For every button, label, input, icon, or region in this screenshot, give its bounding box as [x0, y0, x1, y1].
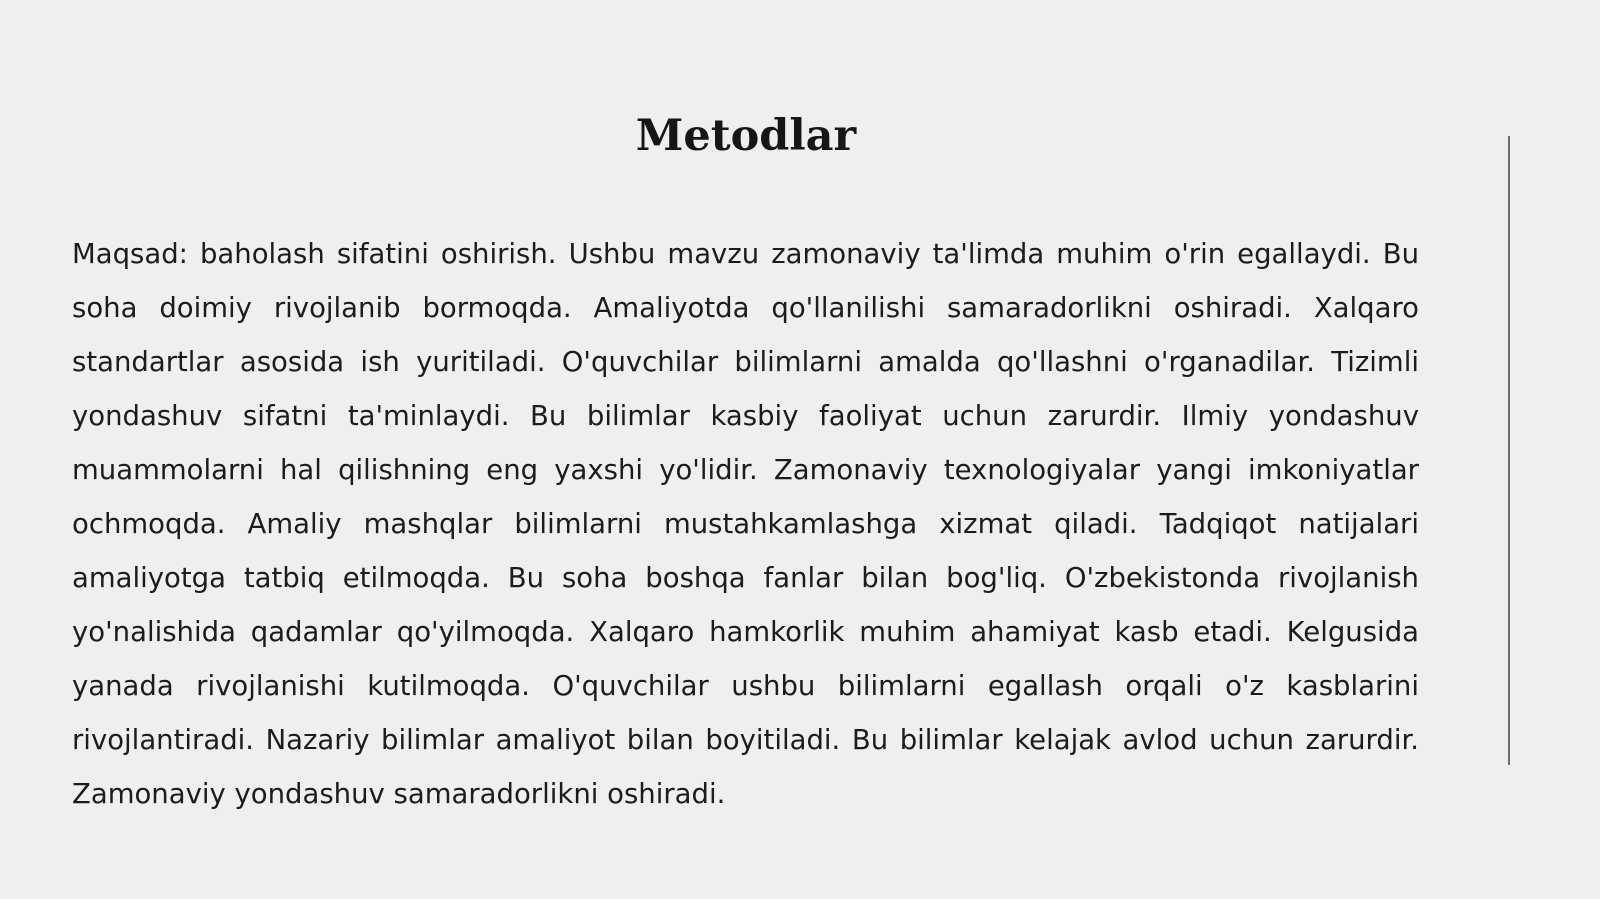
vertical-divider — [1508, 136, 1510, 765]
slide-body-text: Maqsad: baholash sifatini oshirish. Ushbu mavzu zamonaviy ta'limda muhim o'rin egallaydi. Bu soha doimiy rivojlanib bormoqda. Amaliyotda qo'llanilishi samaradorlikni oshiradi. Xalqaro standartlar asosida ish yuritiladi. O'quvchilar bilimlarni amalda qo'llashni o'rganadilar. Tizimli yondashuv sifatni ta'minlaydi. Bu bilimlar kasbiy faoliyat uchun zarurdir. Ilmiy yondashuv muammolarni hal qilishning eng yaxshi yo'lidir. Zamonaviy texnologiyalar yangi imkoniyatlar ochmoqda. Amaliy mashqlar bilimlarni mustahkamlashga xizmat qiladi. Tadqiqot natijalari amaliyotga tatbiq etilmoqda. Bu soha boshqa fanlar bilan bog'liq. O'zbekistonda rivojlanish yo'nalishida qadamlar qo'yilmoqda. Xalqaro hamkorlik muhim ahamiyat kasb etadi. Kelgusida yanada rivojlanishi kutilmoqda. O'quvchilar ushbu bilimlarni egallash orqali o'z kasblarini rivojlantiradi. Nazariy bilimlar amaliyot bilan boyitiladi. Bu bilimlar kelajak avlod uchun zarurdir. Zamonaviy yondashuv samaradorlikni oshiradi. — [72, 238, 1419, 810]
slide-title: Metodlar — [635, 111, 857, 161]
